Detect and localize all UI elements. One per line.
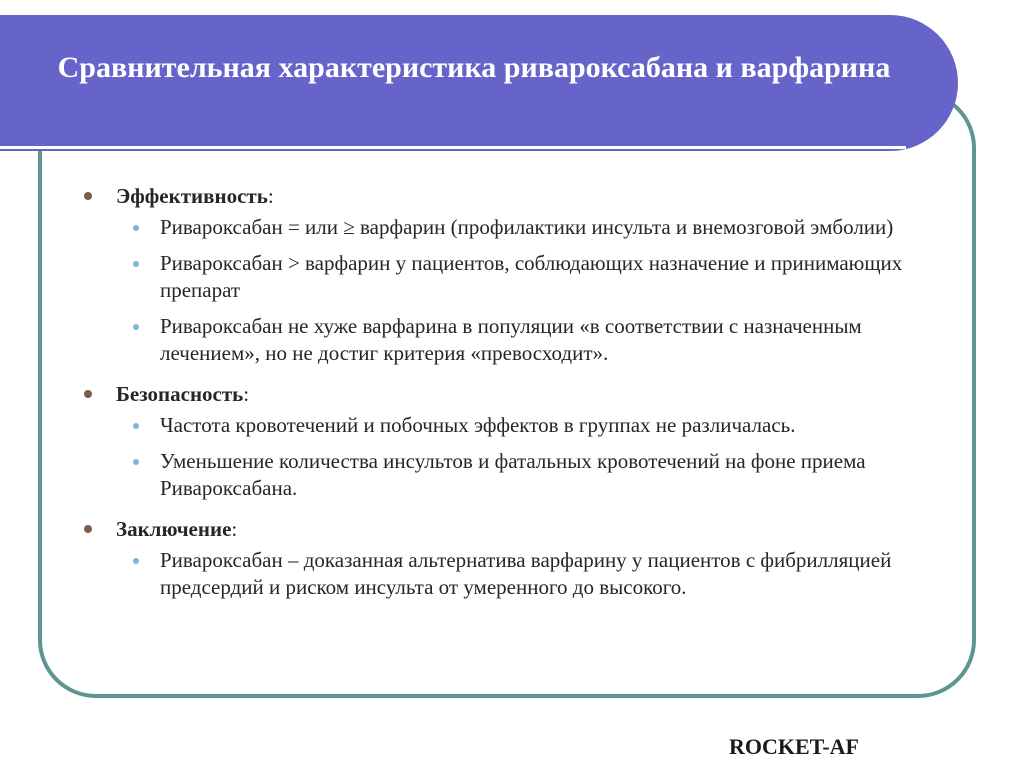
bullet-dot-icon — [84, 192, 92, 200]
bullet-list — [78, 547, 958, 601]
section-heading-label: Эффективность — [116, 184, 268, 208]
section-heading-label: Безопасность — [116, 382, 244, 406]
bullet-dot-icon — [133, 423, 139, 429]
bullet-dot-icon — [84, 525, 92, 533]
bullet-dot-icon — [84, 390, 92, 398]
section-safety — [78, 376, 958, 502]
list-item-text: Ривароксабан > варфарин у пациентов, соблюдающих назначение и принимающих препарат — [160, 251, 903, 302]
list-item — [78, 448, 950, 502]
section-heading-label: Заключение — [116, 517, 232, 541]
bullet-dot-icon — [133, 459, 139, 465]
bullet-dot-icon — [133, 558, 139, 564]
list-item — [78, 412, 950, 439]
slide-content — [78, 178, 958, 610]
bullet-list — [78, 412, 958, 502]
bullet-list — [78, 214, 958, 367]
section-heading: Безопасность: — [78, 376, 958, 412]
list-item — [78, 250, 950, 304]
list-item-text: Ривароксабан = или ≥ варфарин (профилактики инсульта и внемозговой эмболии) — [160, 215, 894, 239]
title-bar — [0, 15, 958, 151]
section-heading: Эффективность: — [78, 178, 958, 214]
section-heading: Заключение: — [78, 511, 958, 547]
title-underline — [0, 146, 906, 149]
list-item-text: Ривароксабан – доказанная альтернатива варфарину у пациентов с фибрилляцией предсердий и риском инсульта от умеренного до высокого. — [160, 548, 892, 599]
bullet-dot-icon — [133, 324, 139, 330]
list-item-text: Ривароксабан не хуже варфарина в популяции «в соответствии с назначенным лечением», но не достиг критерия «превосходит». — [160, 314, 862, 365]
list-item-text: Частота кровотечений и побочных эффектов в группах не различалась. — [160, 413, 796, 437]
study-name: ROCKET-AF — [729, 734, 859, 759]
bullet-dot-icon — [133, 225, 139, 231]
list-item — [78, 214, 950, 241]
list-item-text: Уменьшение количества инсультов и фатальных кровотечений на фоне приема Ривароксабана. — [160, 449, 866, 500]
list-item — [78, 547, 950, 601]
section-conclusion — [78, 511, 958, 601]
bullet-dot-icon — [133, 261, 139, 267]
section-efficacy — [78, 178, 958, 367]
slide-title: Сравнительная характеристика ривароксабана и варфарина — [57, 51, 891, 84]
list-item — [78, 313, 950, 367]
